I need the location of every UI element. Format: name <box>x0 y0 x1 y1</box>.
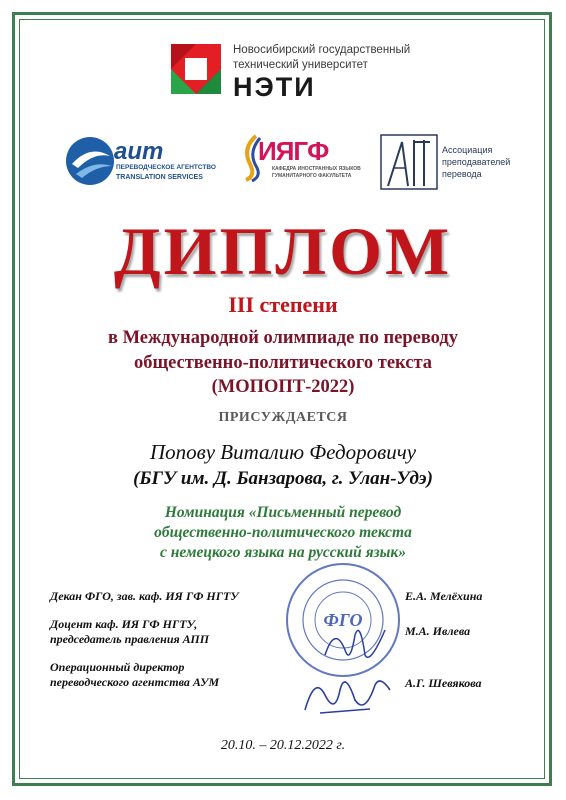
university-name-line1: Новосибирский государственный <box>233 44 411 56</box>
app-logo-icon <box>380 134 438 190</box>
stamp-text: ФГО <box>323 610 363 630</box>
iagf-subtitle-line1: КАФЕДРА ИНОСТРАННЫХ ЯЗЫКОВ <box>272 166 361 172</box>
aum-subtitle-ru: ПЕРЕВОДЧЕСКОЕ АГЕНТСТВО <box>116 164 216 171</box>
signatory3-name: А.Г. Шевякова <box>405 676 482 690</box>
signatory2-position-line1: Доцент каф. ИЯ ГФ НГТУ, <box>50 617 198 631</box>
olympiad-line3: (МОПОПТ-2022) <box>211 377 355 397</box>
diploma-title: ДИПЛОМ <box>113 213 453 289</box>
signatory2-position-line2: председатель правления АПП <box>50 632 210 646</box>
diploma-degree: III степени <box>228 292 338 317</box>
signature-ivleva-icon <box>320 615 390 670</box>
signatory3-position-line2: переводческого агентства АУМ <box>50 675 220 689</box>
signature-shevyakova-icon <box>300 665 395 720</box>
university-abbr: НЭТИ <box>233 72 316 102</box>
signatory2-name: М.А. Ивлева <box>405 624 471 638</box>
iagf-subtitle-line2: ГУМАНИТАРНОГО ФАКУЛЬТЕТА <box>272 173 352 179</box>
signatory1-name: Е.А. Мелёхина <box>405 589 483 603</box>
recipient-organization: (БГУ им. Д. Банзарова, г. Улан-Удэ) <box>133 468 433 489</box>
signatory1-position: Декан ФГО, зав. каф. ИЯ ГФ НГТУ <box>50 589 239 603</box>
app-name-line3: перевода <box>442 169 482 179</box>
awarded-label: ПРИСУЖДАЕТСЯ <box>218 410 348 425</box>
neti-logo-icon <box>171 44 221 94</box>
signatory3-position-line1: Операционный директор <box>50 660 185 674</box>
app-name-line2: преподавателей <box>442 157 511 167</box>
nomination-line2: общественно-политического текста <box>154 524 412 541</box>
aum-name: aum <box>114 138 164 165</box>
olympiad-line1: в Международной олимпиаде по переводу <box>107 328 459 348</box>
nomination-line3: с немецкого языка на русский язык» <box>160 544 406 561</box>
recipient-name: Попову Виталию Федоровичу <box>149 440 417 464</box>
olympiad-dates: 20.10. – 20.12.2022 г. <box>220 738 346 753</box>
olympiad-line2: общественно-политического текста <box>133 353 433 373</box>
app-name-line1: Ассоциация <box>442 145 493 155</box>
university-name-line2: технический университет <box>233 59 368 71</box>
iagf-name: ИЯГФ <box>258 136 329 166</box>
aum-subtitle-en: TRANSLATION SERVICES <box>116 174 203 181</box>
nomination-line1: Номинация «Письменный перевод <box>164 504 402 521</box>
